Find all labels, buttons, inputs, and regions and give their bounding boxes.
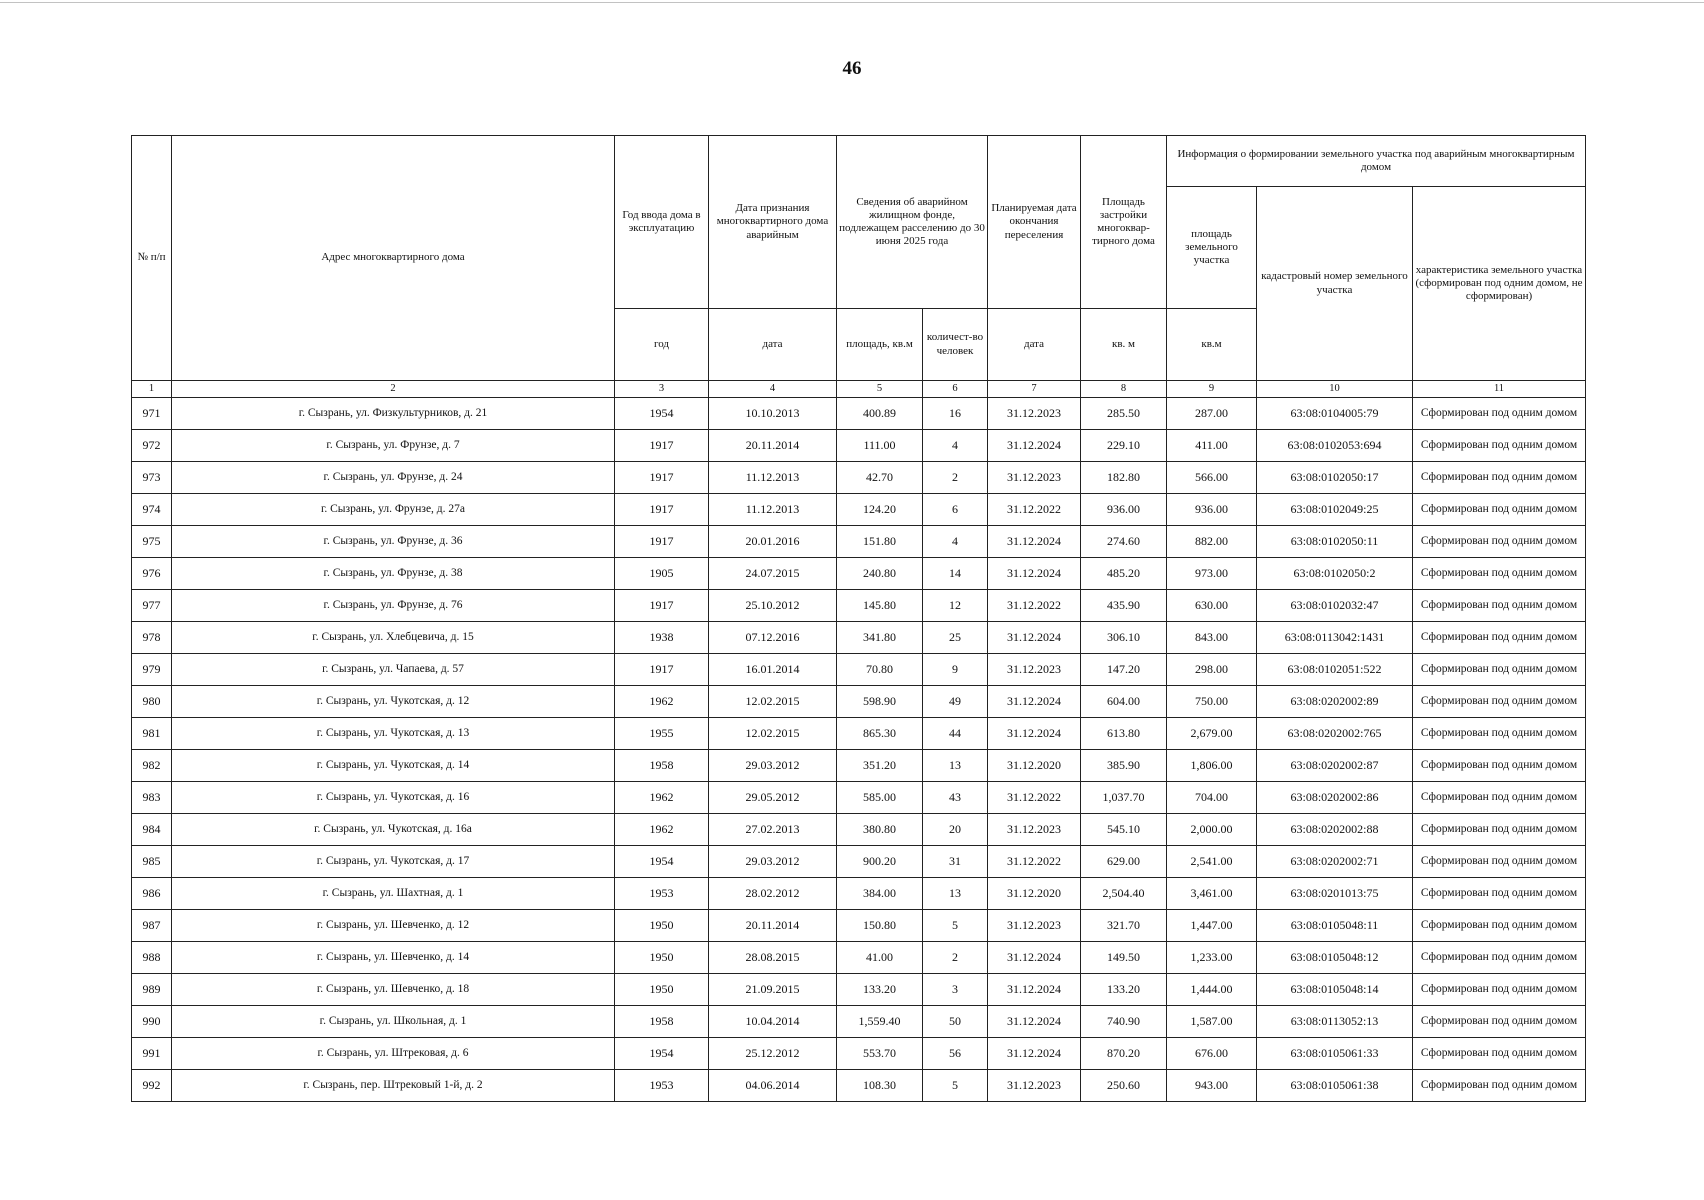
row-planned-date: 31.12.2024: [988, 686, 1081, 718]
row-building-area: 604.00: [1081, 686, 1167, 718]
table-row: [132, 782, 1586, 814]
column-number: 9: [1167, 381, 1257, 398]
row-people-count: 43: [923, 782, 988, 814]
column-number: 11: [1413, 381, 1586, 398]
table-row: [132, 750, 1586, 782]
row-land-area: 750.00: [1167, 686, 1257, 718]
row-year-built: 1917: [615, 654, 709, 686]
row-year-built: 1954: [615, 1038, 709, 1070]
row-building-area: 182.80: [1081, 462, 1167, 494]
row-address: г. Сызрань, ул. Фрунзе, д. 36: [172, 526, 615, 558]
row-land-characteristic: Сформирован под одним домом: [1413, 494, 1586, 526]
row-date-emergency: 29.03.2012: [709, 846, 837, 878]
row-cadastral-number: 63:08:0105061:38: [1257, 1070, 1413, 1102]
header-land-info: Информация о формировании земельного участка под аварийным многоквартирным домом: [1167, 136, 1586, 187]
row-address: г. Сызрань, ул. Шевченко, д. 12: [172, 910, 615, 942]
row-address: г. Сызрань, ул. Фрунзе, д. 76: [172, 590, 615, 622]
header-address: Адрес многоквартирного дома: [172, 136, 615, 381]
row-land-area: 704.00: [1167, 782, 1257, 814]
column-number: 6: [923, 381, 988, 398]
header-year-built: Год ввода дома в эксплуатацию: [615, 136, 709, 309]
row-land-area: 936.00: [1167, 494, 1257, 526]
row-land-characteristic: Сформирован под одним домом: [1413, 622, 1586, 654]
row-housing-area: 598.90: [837, 686, 923, 718]
row-building-area: 2,504.40: [1081, 878, 1167, 910]
row-land-characteristic: Сформирован под одним домом: [1413, 1070, 1586, 1102]
row-year-built: 1917: [615, 430, 709, 462]
row-housing-area: 380.80: [837, 814, 923, 846]
row-cadastral-number: 63:08:0113052:13: [1257, 1006, 1413, 1038]
row-land-characteristic: Сформирован под одним домом: [1413, 430, 1586, 462]
row-land-area: 1,806.00: [1167, 750, 1257, 782]
row-date-emergency: 11.12.2013: [709, 462, 837, 494]
column-number: 2: [172, 381, 615, 398]
header-housing-info: Сведения об аварийном жилищном фонде, подлежащем расселению до 30 июня 2025 года: [837, 136, 988, 309]
header-num: № п/п: [132, 136, 172, 381]
row-land-area: 1,233.00: [1167, 942, 1257, 974]
row-number: 980: [132, 686, 172, 718]
row-address: г. Сызрань, ул. Чукотская, д. 12: [172, 686, 615, 718]
row-planned-date: 31.12.2022: [988, 590, 1081, 622]
row-year-built: 1954: [615, 846, 709, 878]
row-cadastral-number: 63:08:0102050:17: [1257, 462, 1413, 494]
row-planned-date: 31.12.2020: [988, 878, 1081, 910]
row-land-area: 973.00: [1167, 558, 1257, 590]
row-people-count: 16: [923, 398, 988, 430]
row-land-area: 630.00: [1167, 590, 1257, 622]
row-people-count: 5: [923, 910, 988, 942]
row-building-area: 385.90: [1081, 750, 1167, 782]
row-date-emergency: 24.07.2015: [709, 558, 837, 590]
table-row: [132, 814, 1586, 846]
row-building-area: 936.00: [1081, 494, 1167, 526]
table-row: [132, 942, 1586, 974]
row-number: 985: [132, 846, 172, 878]
header-building-area: Площадь застройки многоквар-тирного дома: [1081, 136, 1167, 309]
table-row: [132, 1006, 1586, 1038]
row-housing-area: 124.20: [837, 494, 923, 526]
row-people-count: 31: [923, 846, 988, 878]
row-land-characteristic: Сформирован под одним домом: [1413, 686, 1586, 718]
row-year-built: 1962: [615, 686, 709, 718]
row-number: 976: [132, 558, 172, 590]
row-address: г. Сызрань, пер. Штрековый 1-й, д. 2: [172, 1070, 615, 1102]
scan-artifact-line: [0, 2, 1704, 3]
row-building-area: 1,037.70: [1081, 782, 1167, 814]
row-address: г. Сызрань, ул. Фрунзе, д. 24: [172, 462, 615, 494]
column-number: 5: [837, 381, 923, 398]
column-number: 7: [988, 381, 1081, 398]
table-row: [132, 718, 1586, 750]
row-people-count: 6: [923, 494, 988, 526]
row-land-area: 566.00: [1167, 462, 1257, 494]
row-date-emergency: 21.09.2015: [709, 974, 837, 1006]
row-address: г. Сызрань, ул. Шевченко, д. 14: [172, 942, 615, 974]
row-housing-area: 865.30: [837, 718, 923, 750]
page-number: 46: [842, 58, 862, 79]
row-people-count: 4: [923, 430, 988, 462]
row-land-area: 1,444.00: [1167, 974, 1257, 1006]
row-land-characteristic: Сформирован под одним домом: [1413, 1006, 1586, 1038]
column-number: 8: [1081, 381, 1167, 398]
row-housing-area: 133.20: [837, 974, 923, 1006]
row-land-characteristic: Сформирован под одним домом: [1413, 878, 1586, 910]
row-date-emergency: 12.02.2015: [709, 718, 837, 750]
header-planned-date: Планируемая дата окончания переселения: [988, 136, 1081, 309]
row-address: г. Сызрань, ул. Физкультурников, д. 21: [172, 398, 615, 430]
row-people-count: 56: [923, 1038, 988, 1070]
row-building-area: 870.20: [1081, 1038, 1167, 1070]
row-number: 979: [132, 654, 172, 686]
row-address: г. Сызрань, ул. Чукотская, д. 14: [172, 750, 615, 782]
row-building-area: 545.10: [1081, 814, 1167, 846]
row-cadastral-number: 63:08:0105048:12: [1257, 942, 1413, 974]
row-building-area: 435.90: [1081, 590, 1167, 622]
row-address: г. Сызрань, ул. Шахтная, д. 1: [172, 878, 615, 910]
row-land-characteristic: Сформирован под одним домом: [1413, 462, 1586, 494]
row-people-count: 4: [923, 526, 988, 558]
row-planned-date: 31.12.2024: [988, 942, 1081, 974]
row-number: 987: [132, 910, 172, 942]
row-planned-date: 31.12.2024: [988, 1038, 1081, 1070]
row-land-area: 2,000.00: [1167, 814, 1257, 846]
row-building-area: 274.60: [1081, 526, 1167, 558]
row-land-characteristic: Сформирован под одним домом: [1413, 974, 1586, 1006]
row-people-count: 9: [923, 654, 988, 686]
row-date-emergency: 25.12.2012: [709, 1038, 837, 1070]
row-date-emergency: 12.02.2015: [709, 686, 837, 718]
row-number: 983: [132, 782, 172, 814]
row-year-built: 1962: [615, 782, 709, 814]
row-cadastral-number: 63:08:0104005:79: [1257, 398, 1413, 430]
row-address: г. Сызрань, ул. Чукотская, д. 16: [172, 782, 615, 814]
row-address: г. Сызрань, ул. Фрунзе, д. 27а: [172, 494, 615, 526]
row-housing-area: 585.00: [837, 782, 923, 814]
header-unit-year: год: [615, 309, 709, 381]
column-number: 4: [709, 381, 837, 398]
row-year-built: 1917: [615, 494, 709, 526]
row-land-area: 298.00: [1167, 654, 1257, 686]
row-housing-area: 150.80: [837, 910, 923, 942]
row-housing-area: 41.00: [837, 942, 923, 974]
row-building-area: 485.20: [1081, 558, 1167, 590]
row-people-count: 49: [923, 686, 988, 718]
row-cadastral-number: 63:08:0202002:88: [1257, 814, 1413, 846]
row-address: г. Сызрань, ул. Шевченко, д. 18: [172, 974, 615, 1006]
row-building-area: 133.20: [1081, 974, 1167, 1006]
row-planned-date: 31.12.2023: [988, 1070, 1081, 1102]
row-land-area: 943.00: [1167, 1070, 1257, 1102]
table-row: [132, 526, 1586, 558]
table-row: [132, 462, 1586, 494]
row-date-emergency: 20.01.2016: [709, 526, 837, 558]
row-housing-area: 384.00: [837, 878, 923, 910]
row-year-built: 1953: [615, 1070, 709, 1102]
row-building-area: 321.70: [1081, 910, 1167, 942]
row-land-characteristic: Сформирован под одним домом: [1413, 782, 1586, 814]
row-people-count: 20: [923, 814, 988, 846]
row-address: г. Сызрань, ул. Штрековая, д. 6: [172, 1038, 615, 1070]
row-planned-date: 31.12.2024: [988, 622, 1081, 654]
row-people-count: 50: [923, 1006, 988, 1038]
row-year-built: 1917: [615, 462, 709, 494]
table-row: [132, 878, 1586, 910]
row-number: 978: [132, 622, 172, 654]
row-land-area: 3,461.00: [1167, 878, 1257, 910]
row-number: 992: [132, 1070, 172, 1102]
row-number: 975: [132, 526, 172, 558]
row-housing-area: 70.80: [837, 654, 923, 686]
row-number: 990: [132, 1006, 172, 1038]
row-people-count: 12: [923, 590, 988, 622]
header-unit-sqm2: кв.м: [1167, 309, 1257, 381]
row-building-area: 149.50: [1081, 942, 1167, 974]
row-cadastral-number: 63:08:0102053:694: [1257, 430, 1413, 462]
row-planned-date: 31.12.2024: [988, 974, 1081, 1006]
row-cadastral-number: 63:08:0202002:71: [1257, 846, 1413, 878]
row-people-count: 3: [923, 974, 988, 1006]
row-year-built: 1953: [615, 878, 709, 910]
header-unit-date2: дата: [988, 309, 1081, 381]
row-date-emergency: 20.11.2014: [709, 910, 837, 942]
table-body: [132, 398, 1586, 1102]
row-housing-area: 400.89: [837, 398, 923, 430]
row-address: г. Сызрань, ул. Фрунзе, д. 7: [172, 430, 615, 462]
table-header: [132, 136, 1586, 398]
row-land-characteristic: Сформирован под одним домом: [1413, 910, 1586, 942]
header-date-emergency: Дата признания многоквартирного дома аварийным: [709, 136, 837, 309]
row-land-area: 843.00: [1167, 622, 1257, 654]
row-building-area: 285.50: [1081, 398, 1167, 430]
row-building-area: 306.10: [1081, 622, 1167, 654]
row-housing-area: 145.80: [837, 590, 923, 622]
row-planned-date: 31.12.2024: [988, 526, 1081, 558]
row-building-area: 250.60: [1081, 1070, 1167, 1102]
row-land-area: 1,447.00: [1167, 910, 1257, 942]
header-cadastral: кадастровый номер земельного участка: [1257, 187, 1413, 381]
row-cadastral-number: 63:08:0102032:47: [1257, 590, 1413, 622]
row-housing-area: 351.20: [837, 750, 923, 782]
row-planned-date: 31.12.2022: [988, 494, 1081, 526]
row-land-characteristic: Сформирован под одним домом: [1413, 654, 1586, 686]
row-housing-area: 108.30: [837, 1070, 923, 1102]
row-cadastral-number: 63:08:0202002:765: [1257, 718, 1413, 750]
row-land-area: 676.00: [1167, 1038, 1257, 1070]
row-date-emergency: 11.12.2013: [709, 494, 837, 526]
table-row: [132, 590, 1586, 622]
row-date-emergency: 10.04.2014: [709, 1006, 837, 1038]
column-numbers-row: [132, 381, 1586, 398]
row-year-built: 1962: [615, 814, 709, 846]
row-date-emergency: 25.10.2012: [709, 590, 837, 622]
header-unit-area: площадь, кв.м: [837, 309, 923, 381]
table-row: [132, 974, 1586, 1006]
table-row: [132, 1070, 1586, 1102]
row-address: г. Сызрань, ул. Чукотская, д. 16а: [172, 814, 615, 846]
row-planned-date: 31.12.2024: [988, 718, 1081, 750]
row-planned-date: 31.12.2023: [988, 654, 1081, 686]
row-building-area: 147.20: [1081, 654, 1167, 686]
row-number: 974: [132, 494, 172, 526]
row-land-characteristic: Сформирован под одним домом: [1413, 750, 1586, 782]
row-people-count: 2: [923, 942, 988, 974]
row-housing-area: 42.70: [837, 462, 923, 494]
row-date-emergency: 20.11.2014: [709, 430, 837, 462]
row-date-emergency: 07.12.2016: [709, 622, 837, 654]
row-year-built: 1905: [615, 558, 709, 590]
row-planned-date: 31.12.2023: [988, 910, 1081, 942]
emergency-housing-table: [131, 135, 1586, 1102]
column-number: 10: [1257, 381, 1413, 398]
row-number: 984: [132, 814, 172, 846]
header-unit-people: количест-во человек: [923, 309, 988, 381]
row-number: 988: [132, 942, 172, 974]
row-housing-area: 111.00: [837, 430, 923, 462]
row-building-area: 229.10: [1081, 430, 1167, 462]
row-cadastral-number: 63:08:0102051:522: [1257, 654, 1413, 686]
row-building-area: 613.80: [1081, 718, 1167, 750]
row-housing-area: 1,559.40: [837, 1006, 923, 1038]
row-year-built: 1917: [615, 590, 709, 622]
row-land-characteristic: Сформирован под одним домом: [1413, 846, 1586, 878]
row-people-count: 13: [923, 750, 988, 782]
row-cadastral-number: 63:08:0105061:33: [1257, 1038, 1413, 1070]
row-planned-date: 31.12.2022: [988, 782, 1081, 814]
row-date-emergency: 27.02.2013: [709, 814, 837, 846]
table-row: [132, 398, 1586, 430]
row-number: 989: [132, 974, 172, 1006]
row-cadastral-number: 63:08:0102049:25: [1257, 494, 1413, 526]
row-land-characteristic: Сформирован под одним домом: [1413, 398, 1586, 430]
column-number: 3: [615, 381, 709, 398]
row-land-characteristic: Сформирован под одним домом: [1413, 942, 1586, 974]
table-row: [132, 622, 1586, 654]
row-cadastral-number: 63:08:0113042:1431: [1257, 622, 1413, 654]
row-planned-date: 31.12.2023: [988, 398, 1081, 430]
table-row: [132, 1038, 1586, 1070]
row-land-characteristic: Сформирован под одним домом: [1413, 718, 1586, 750]
row-number: 986: [132, 878, 172, 910]
row-number: 981: [132, 718, 172, 750]
row-land-area: 2,541.00: [1167, 846, 1257, 878]
table-row: [132, 910, 1586, 942]
row-year-built: 1950: [615, 974, 709, 1006]
table-row: [132, 430, 1586, 462]
row-year-built: 1954: [615, 398, 709, 430]
row-land-characteristic: Сформирован под одним домом: [1413, 590, 1586, 622]
row-housing-area: 240.80: [837, 558, 923, 590]
row-land-area: 2,679.00: [1167, 718, 1257, 750]
column-number: 1: [132, 381, 172, 398]
row-year-built: 1958: [615, 750, 709, 782]
row-people-count: 5: [923, 1070, 988, 1102]
row-address: г. Сызрань, ул. Чукотская, д. 13: [172, 718, 615, 750]
header-land-area: площадь земельного участка: [1167, 187, 1257, 309]
row-address: г. Сызрань, ул. Фрунзе, д. 38: [172, 558, 615, 590]
row-date-emergency: 10.10.2013: [709, 398, 837, 430]
row-land-area: 1,587.00: [1167, 1006, 1257, 1038]
table-row: [132, 686, 1586, 718]
table-row: [132, 846, 1586, 878]
row-people-count: 44: [923, 718, 988, 750]
row-building-area: 629.00: [1081, 846, 1167, 878]
row-cadastral-number: 63:08:0105048:11: [1257, 910, 1413, 942]
row-number: 977: [132, 590, 172, 622]
row-date-emergency: 28.02.2012: [709, 878, 837, 910]
row-year-built: 1950: [615, 910, 709, 942]
row-cadastral-number: 63:08:0201013:75: [1257, 878, 1413, 910]
row-housing-area: 151.80: [837, 526, 923, 558]
row-number: 991: [132, 1038, 172, 1070]
header-land-char: характеристика земельного участка (сформирован под одним домом, не сформирован): [1413, 187, 1586, 381]
row-number: 973: [132, 462, 172, 494]
row-housing-area: 553.70: [837, 1038, 923, 1070]
row-planned-date: 31.12.2024: [988, 558, 1081, 590]
row-planned-date: 31.12.2023: [988, 814, 1081, 846]
row-year-built: 1955: [615, 718, 709, 750]
row-planned-date: 31.12.2024: [988, 1006, 1081, 1038]
row-housing-area: 900.20: [837, 846, 923, 878]
row-year-built: 1938: [615, 622, 709, 654]
row-date-emergency: 28.08.2015: [709, 942, 837, 974]
row-land-characteristic: Сформирован под одним домом: [1413, 526, 1586, 558]
row-address: г. Сызрань, ул. Чапаева, д. 57: [172, 654, 615, 686]
row-cadastral-number: 63:08:0105048:14: [1257, 974, 1413, 1006]
row-address: г. Сызрань, ул. Школьная, д. 1: [172, 1006, 615, 1038]
row-planned-date: 31.12.2024: [988, 430, 1081, 462]
row-people-count: 25: [923, 622, 988, 654]
row-number: 971: [132, 398, 172, 430]
row-people-count: 13: [923, 878, 988, 910]
row-cadastral-number: 63:08:0202002:89: [1257, 686, 1413, 718]
row-address: г. Сызрань, ул. Хлебцевича, д. 15: [172, 622, 615, 654]
row-number: 982: [132, 750, 172, 782]
row-cadastral-number: 63:08:0202002:86: [1257, 782, 1413, 814]
row-land-characteristic: Сформирован под одним домом: [1413, 558, 1586, 590]
row-land-characteristic: Сформирован под одним домом: [1413, 814, 1586, 846]
row-planned-date: 31.12.2020: [988, 750, 1081, 782]
row-date-emergency: 29.03.2012: [709, 750, 837, 782]
row-date-emergency: 29.05.2012: [709, 782, 837, 814]
row-planned-date: 31.12.2022: [988, 846, 1081, 878]
table-row: [132, 654, 1586, 686]
row-year-built: 1917: [615, 526, 709, 558]
row-building-area: 740.90: [1081, 1006, 1167, 1038]
header-unit-date: дата: [709, 309, 837, 381]
row-date-emergency: 16.01.2014: [709, 654, 837, 686]
table-row: [132, 558, 1586, 590]
row-cadastral-number: 63:08:0102050:2: [1257, 558, 1413, 590]
row-number: 972: [132, 430, 172, 462]
row-land-area: 287.00: [1167, 398, 1257, 430]
row-cadastral-number: 63:08:0102050:11: [1257, 526, 1413, 558]
row-people-count: 2: [923, 462, 988, 494]
row-land-area: 411.00: [1167, 430, 1257, 462]
row-people-count: 14: [923, 558, 988, 590]
row-cadastral-number: 63:08:0202002:87: [1257, 750, 1413, 782]
row-address: г. Сызрань, ул. Чукотская, д. 17: [172, 846, 615, 878]
row-land-area: 882.00: [1167, 526, 1257, 558]
row-date-emergency: 04.06.2014: [709, 1070, 837, 1102]
row-land-characteristic: Сформирован под одним домом: [1413, 1038, 1586, 1070]
row-year-built: 1958: [615, 1006, 709, 1038]
row-housing-area: 341.80: [837, 622, 923, 654]
header-unit-sqm: кв. м: [1081, 309, 1167, 381]
row-planned-date: 31.12.2023: [988, 462, 1081, 494]
row-year-built: 1950: [615, 942, 709, 974]
table-row: [132, 494, 1586, 526]
